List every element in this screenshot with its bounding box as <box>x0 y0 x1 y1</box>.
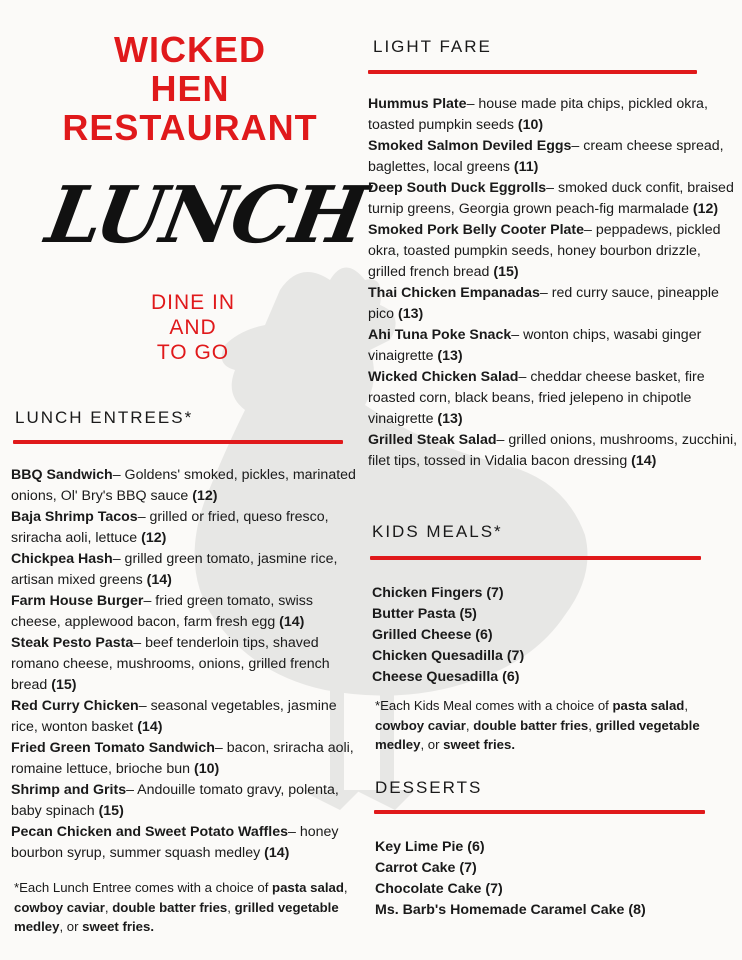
light-fare-divider <box>368 70 697 74</box>
item-description: – house made pita chips, pickled okra, toasted pumpkin seeds <box>368 96 708 133</box>
note-separator: , <box>104 899 113 915</box>
item-description: – red curry sauce, pineapple pico <box>368 285 719 322</box>
note-separator: , <box>465 717 474 733</box>
item-price: (13) <box>437 348 463 364</box>
item-name: Shrimp and Grits <box>11 782 127 798</box>
item-name: BBQ Sandwich <box>11 467 113 483</box>
menu-item: Carrot Cake (7) <box>375 860 477 876</box>
item-price: (12) <box>692 201 719 217</box>
item-name: Grilled Steak Salad <box>368 432 497 448</box>
menu-item <box>11 633 361 696</box>
menu-item: Chocolate Cake (7) <box>375 881 503 897</box>
item-name: Red Curry Chicken <box>11 698 139 714</box>
item-name: Wicked Chicken Salad <box>368 369 519 385</box>
item-description: – smoked duck confit, braised turnip greens, Georgia grown peach-fig marmalade <box>368 180 734 217</box>
menu-item: Chicken Fingers (7) <box>372 585 504 601</box>
menu-script-title: LUNCH <box>40 170 372 261</box>
service-line: AND <box>169 316 217 339</box>
side-option: sweet fries. <box>82 919 155 934</box>
lunch-entrees-list <box>11 465 361 864</box>
menu-item <box>11 549 361 591</box>
item-description: – Goldens' smoked, pickles, marinated onions, Ol' Bry's BBQ sauce <box>11 467 356 504</box>
menu-item: Ms. Barb's Homemade Caramel Cake (8) <box>375 902 646 918</box>
item-description: – cream cheese spread, baglettes, local greens <box>368 138 724 175</box>
menu-item <box>11 780 361 822</box>
menu-item: Chicken Quesadilla (7) <box>372 648 525 664</box>
item-price: (12) <box>192 488 218 504</box>
lunch-entrees-divider <box>13 440 343 444</box>
item-description: – wonton chips, wasabi ginger vinaigrette <box>368 327 702 364</box>
kids-meals-list <box>372 583 712 688</box>
item-price: (14) <box>146 572 172 588</box>
note-separator: , or <box>59 919 83 934</box>
item-price: (15) <box>493 264 519 280</box>
menu-item <box>368 325 740 367</box>
item-price: (11) <box>513 159 539 175</box>
item-price: (10) <box>193 761 220 777</box>
side-option: cowboy caviar <box>375 717 466 733</box>
restaurant-name-line: WICKED <box>114 29 266 70</box>
service-options <box>128 290 258 365</box>
item-price: (12) <box>141 530 167 546</box>
item-description: – Andouille tomato gravy, polenta, baby spinach <box>11 782 339 819</box>
menu-item <box>368 283 740 325</box>
item-name: Pecan Chicken and Sweet Potato Waffles <box>11 824 288 840</box>
note-separator: , or <box>420 737 444 752</box>
side-option: double batter fries <box>112 899 228 915</box>
menu-item <box>11 507 361 549</box>
item-name: Smoked Salmon Deviled Eggs <box>368 138 572 154</box>
item-name: Fried Green Tomato Sandwich <box>11 740 215 756</box>
item-price: (13) <box>437 411 463 427</box>
side-option: pasta salad <box>272 880 344 895</box>
menu-item <box>11 465 361 507</box>
item-name: Chickpea Hash <box>11 551 113 567</box>
item-name: Smoked Pork Belly Cooter Plate <box>368 222 585 238</box>
item-description: – honey bourbon syrup, summer squash medley <box>11 824 339 861</box>
item-description: – bacon, sriracha aoli, romaine lettuce, brioche bun <box>11 740 354 777</box>
side-option: double batter fries <box>473 717 589 733</box>
menu-item: Grilled Cheese (6) <box>372 627 493 643</box>
item-name: Farm House Burger <box>11 593 144 609</box>
menu-item <box>368 178 740 220</box>
item-price: (15) <box>51 677 77 693</box>
item-description: – fried green tomato, swiss cheese, applewood bacon, farm fresh egg <box>11 593 313 630</box>
light-fare-heading: LIGHT FARE <box>373 37 492 56</box>
restaurant-name <box>20 30 360 147</box>
side-option: cowboy caviar <box>14 899 105 915</box>
item-price: (13) <box>397 306 424 322</box>
lunch-entrees-heading: LUNCH ENTREES* <box>15 408 194 427</box>
restaurant-name-line: RESTAURANT <box>62 107 318 148</box>
side-option: sweet fries. <box>443 737 516 752</box>
kids-meals-divider <box>370 556 701 560</box>
lunch-entrees-note <box>14 878 349 937</box>
light-fare-list <box>368 94 740 472</box>
kids-meals-note <box>375 696 715 755</box>
item-price: (14) <box>631 453 657 469</box>
item-price: (14) <box>137 719 163 735</box>
menu-item <box>368 430 740 472</box>
menu-item <box>11 738 361 780</box>
menu-item <box>11 696 361 738</box>
item-name: Baja Shrimp Tacos <box>11 509 138 525</box>
note-separator: , <box>588 717 596 733</box>
menu-item <box>368 367 740 430</box>
menu-item <box>11 822 361 864</box>
item-description: – seasonal vegetables, jasmine rice, wonton basket <box>11 698 337 735</box>
item-name: Thai Chicken Empanadas <box>368 285 540 301</box>
item-name: Steak Pesto Pasta <box>11 635 134 651</box>
item-description: – grilled or fried, queso fresco, sriracha aoli, lettuce <box>11 509 329 546</box>
item-description: – grilled onions, mushrooms, zucchini, filet tips, tossed in Vidalia bacon dressing <box>368 432 738 469</box>
item-price: (15) <box>98 803 124 819</box>
note-intro: *Each Lunch Entree comes with a choice of <box>14 880 273 895</box>
item-description: – grilled green tomato, jasmine rice, artisan mixed greens <box>11 551 338 588</box>
item-price: (10) <box>517 117 544 133</box>
item-price: (14) <box>264 845 290 861</box>
menu-item <box>368 220 740 283</box>
menu-item: Key Lime Pie (6) <box>375 839 485 855</box>
item-description: – cheddar cheese basket, fire roasted corn, black beans, fried jelepeno in chipotle vinaigrette <box>368 369 705 427</box>
note-separator: , <box>684 698 689 713</box>
menu-item: Cheese Quesadilla (6) <box>372 669 520 685</box>
side-option: grilled vegetable medley <box>375 717 700 752</box>
item-price: (14) <box>279 614 305 630</box>
item-name: Ahi Tuna Poke Snack <box>368 327 512 343</box>
item-name: Deep South Duck Eggrolls <box>368 180 547 196</box>
item-description: – peppadews, pickled okra, toasted pumpkin seeds, honey bourbon drizzle, grilled french bread <box>368 222 721 280</box>
side-option: pasta salad <box>612 698 685 713</box>
menu-item: Butter Pasta (5) <box>372 606 477 622</box>
note-separator: , <box>343 880 348 895</box>
desserts-list <box>375 837 715 921</box>
note-separator: , <box>227 899 235 915</box>
item-description: – beef tenderloin tips, shaved romano cheese, mushrooms, onions, grilled french bread <box>11 635 330 693</box>
service-line: TO GO <box>156 341 230 364</box>
desserts-heading: DESSERTS <box>375 778 483 797</box>
note-intro: *Each Kids Meal comes with a choice of <box>375 698 613 713</box>
menu-item <box>368 94 740 136</box>
side-option: grilled vegetable medley <box>14 899 339 934</box>
menu-item <box>11 591 361 633</box>
restaurant-name-line: HEN <box>150 68 230 109</box>
item-name: Hummus Plate <box>368 96 467 112</box>
kids-meals-heading: KIDS MEALS* <box>372 522 503 541</box>
desserts-divider <box>374 810 705 814</box>
menu-item <box>368 136 740 178</box>
service-line: DINE IN <box>150 291 235 314</box>
